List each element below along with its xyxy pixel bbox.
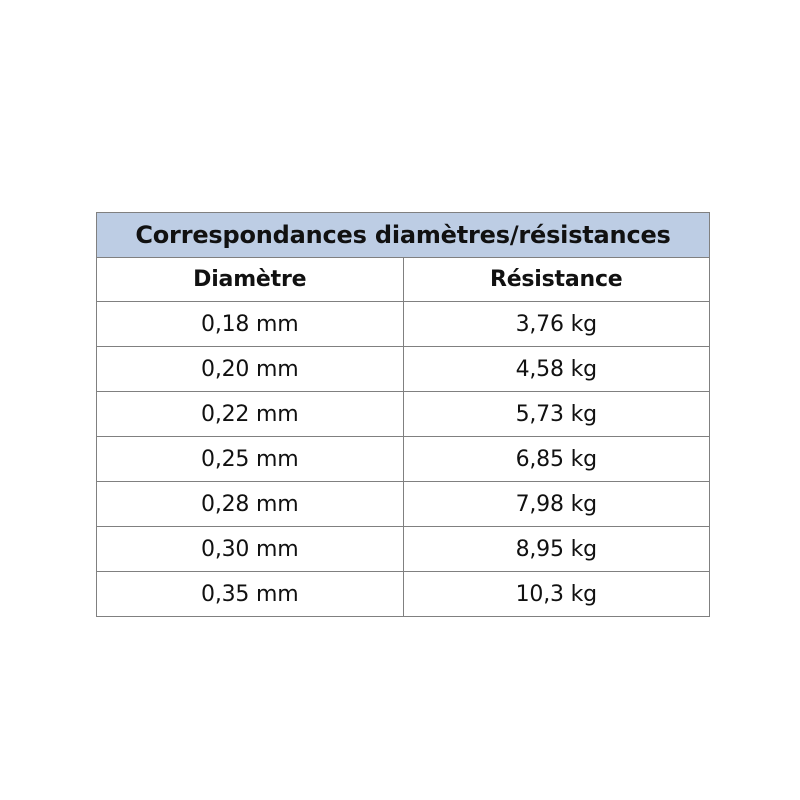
cell-diameter: 0,25 mm: [97, 437, 404, 482]
correspondence-table: [96, 212, 710, 617]
cell-diameter: 0,18 mm: [97, 302, 404, 347]
cell-diameter: 0,20 mm: [97, 347, 404, 392]
table-title: Correspondances diamètres/résistances: [97, 213, 710, 258]
table-row: [97, 482, 710, 527]
table-header-row: [97, 258, 710, 302]
cell-resistance: 3,76 kg: [403, 302, 710, 347]
cell-diameter: 0,35 mm: [97, 572, 404, 617]
table-row: [97, 572, 710, 617]
cell-diameter: 0,22 mm: [97, 392, 404, 437]
cell-diameter: 0,28 mm: [97, 482, 404, 527]
table-row: [97, 437, 710, 482]
table-row: [97, 347, 710, 392]
table-row: [97, 527, 710, 572]
cell-resistance: 5,73 kg: [403, 392, 710, 437]
cell-resistance: 6,85 kg: [403, 437, 710, 482]
column-header-diameter: Diamètre: [97, 258, 404, 302]
cell-resistance: 10,3 kg: [403, 572, 710, 617]
cell-resistance: 8,95 kg: [403, 527, 710, 572]
column-header-resistance: Résistance: [403, 258, 710, 302]
cell-resistance: 7,98 kg: [403, 482, 710, 527]
table-row: [97, 392, 710, 437]
cell-resistance: 4,58 kg: [403, 347, 710, 392]
table-row: [97, 302, 710, 347]
correspondence-table-container: [96, 212, 710, 617]
cell-diameter: 0,30 mm: [97, 527, 404, 572]
table-title-row: [97, 213, 710, 258]
